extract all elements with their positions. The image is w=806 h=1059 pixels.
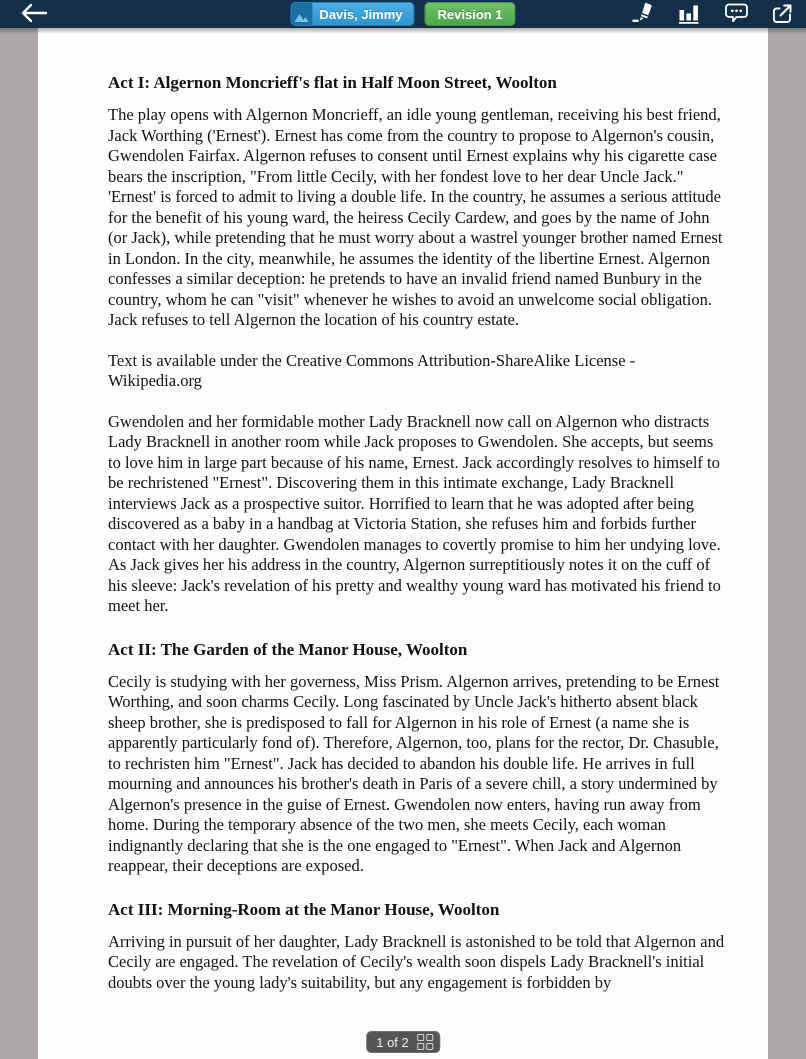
paragraph-attribution: Text is available under the Creative Commons Attribution-ShareAlike License - Wikipedia.org <box>108 350 636 390</box>
page-indicator-label: 1 of 2 <box>376 1034 409 1050</box>
comment-bubble-icon <box>724 1 749 28</box>
document-page[interactable] <box>38 28 768 1059</box>
bar-chart-button[interactable] <box>676 1 702 27</box>
annotate-pen-button[interactable] <box>629 1 655 27</box>
revision-button[interactable] <box>425 2 516 26</box>
section-heading: Act I: Algernon Moncrieff's flat in Half Moon Street, Woolton <box>108 73 557 92</box>
user-button[interactable] <box>290 2 414 26</box>
annotate-pen-icon <box>630 0 655 28</box>
paragraph: Cecily is studying with her governess, Miss Prism. Algernon arrives, pretending to be Ernest Worthing, and soon charms Cecily. Long fascinated by Uncle Jack's hitherto absent black sheep brother, she is predisposed to fall for Algernon in his role of Ernest (a name she is apparently particularly fond of). Therefore, Algernon, too, plans for the rector, Dr. Chasuble, to rechristen him "Ernest". Jack has decided to abandon his double life. He arrives in full mourning and announces his brother's death in Paris of a severe chill, a story undermined by Algernon's presence in the guise of Ernest. Gwendolen now enters, having run away from home. During the temporary absence of the two men, she meets Cecily, each woman indignantly declaring that she is the one engaged to "Ernest". When Jack and Algernon reappear, their deceptions are exposed. <box>108 671 720 875</box>
paragraph: Arriving in pursuit of her daughter, Lady Bracknell is astonished to be told that Algernon and Cecily are engaged. The revelation of Cecily's wealth soon dispels Lady Bracknell's initial doubts over the young lady's suitability, but any engagement is forbidden by <box>108 931 725 992</box>
document-section-act3 <box>108 900 730 994</box>
toolbar-center-group <box>290 2 515 26</box>
section-heading: Act III: Morning-Room at the Manor House, Woolton <box>108 899 500 919</box>
comment-bubble-button[interactable] <box>723 1 749 27</box>
share-icon <box>771 1 795 28</box>
page-indicator[interactable] <box>366 1031 440 1053</box>
section-heading: Act II: The Garden of the Manor House, Woolton <box>108 639 468 659</box>
bar-chart-icon <box>677 1 701 28</box>
page-grid-icon <box>417 1034 433 1050</box>
user-button-label: Davis, Jimmy <box>319 6 403 22</box>
user-avatar-icon <box>291 3 312 25</box>
toolbar <box>0 0 806 28</box>
paragraph: The play opens with Algernon Moncrieff, an idle young gentleman, receiving his best friend, Jack Worthing ('Ernest'). Ernest has come from the country to propose to Algernon's cousin, Gwendolen Fairfax. Algernon refuses to consent until Ernest explains why his cigarette case bears the inscription, "From little Cecily, with her fondest love to her dear Uncle Jack." 'Ernest' is forced to admit to living a double life. In the country, he assumes a serious attitude for the benefit of his young ward, the heiress Cecily Cardew, and goes by the name of John (or Jack), while pretending that he must worry about a wastrel younger brother named Ernest in London. In the city, meanwhile, he assumes the identity of the libertine Ernest. Algernon confesses a similar deception: he pretends to have an invalid friend named Bunbury in the country, whom he can "visit" whenever he wishes to avoid an unwelcome social obligation. Jack refuses to tell Algernon the location of his country estate. <box>108 105 723 329</box>
share-button[interactable] <box>770 1 796 27</box>
document-content <box>38 28 768 993</box>
document-section-act2 <box>108 640 730 877</box>
back-arrow-icon <box>20 2 50 27</box>
toolbar-icon-group <box>629 0 796 28</box>
document-section-act1 <box>108 73 730 617</box>
back-button[interactable] <box>20 0 62 28</box>
paragraph: Gwendolen and her formidable mother Lady Bracknell now call on Algernon who distracts Lady Bracknell in another room while Jack proposes to Gwendolen. She accepts, but seems to love him in large part because of his name, Ernest. Jack accordingly resolves to himself to be rechristened "Ernest". Discovering them in this intimate exchange, Lady Bracknell interviews Jack as a prospective suitor. Horrified to learn that he was adopted after being discovered as a baby in a handbag at Victoria Station, she refuses him and forbids further contact with her daughter. Gwendolen manages to covertly promise to him her undying love. As Jack gives her his address in the country, Algernon surreptitiously notes it on the cuff of his sleeve: Jack's revelation of his pretty and wealthy young ward has motivated his friend to meet her. <box>108 411 721 615</box>
revision-button-label: Revision 1 <box>437 6 503 22</box>
